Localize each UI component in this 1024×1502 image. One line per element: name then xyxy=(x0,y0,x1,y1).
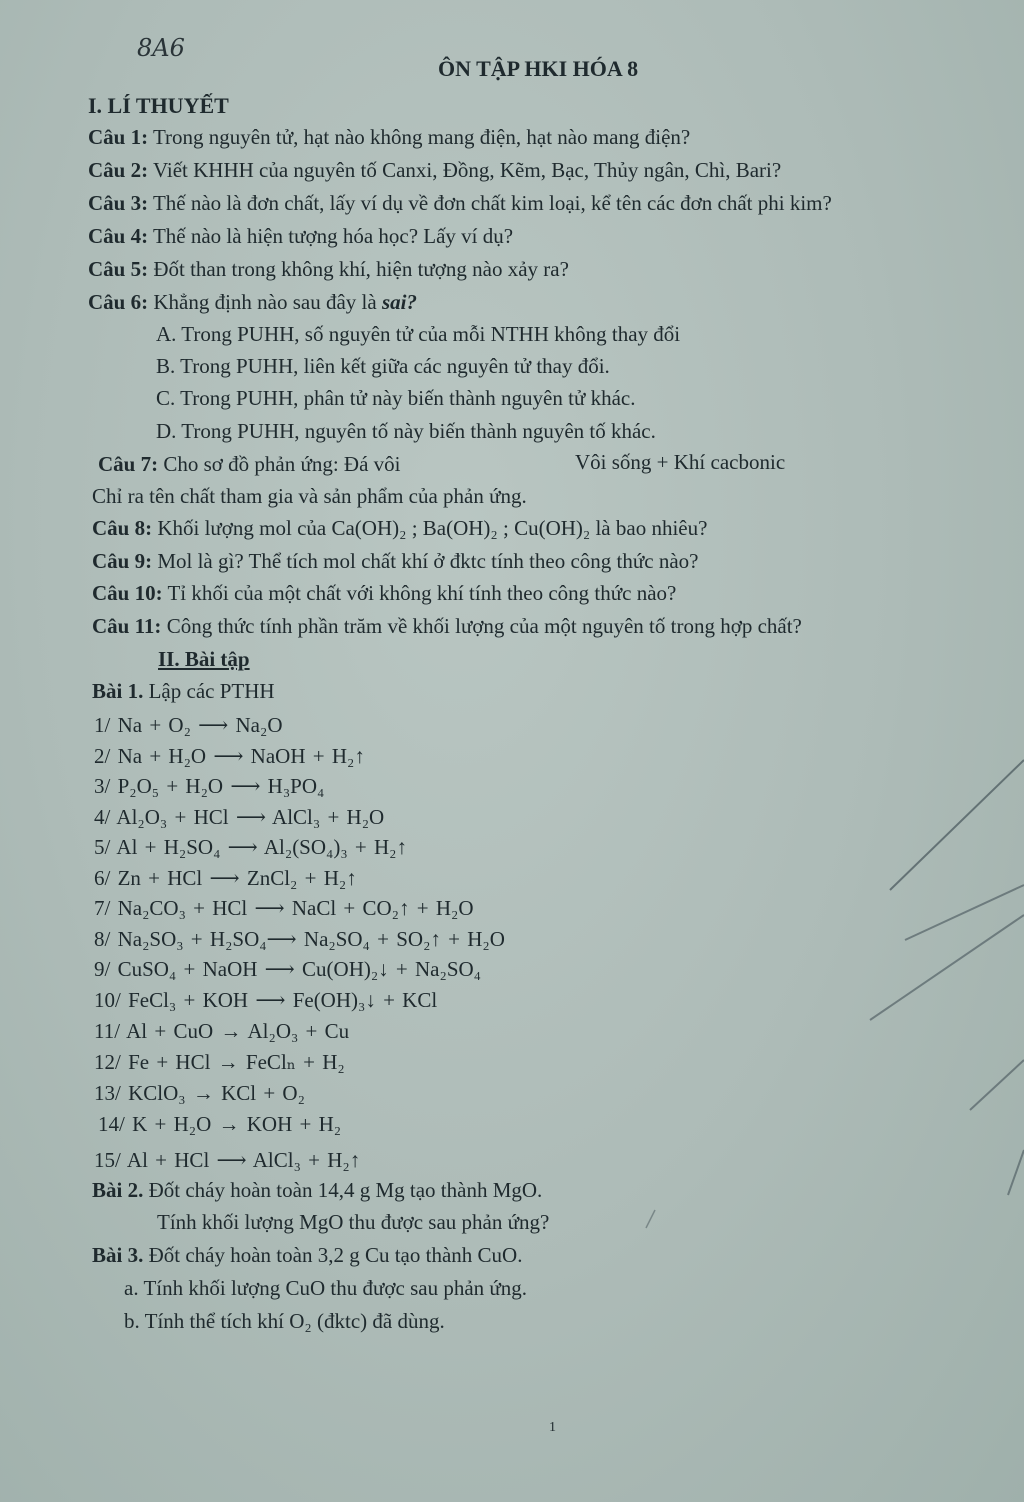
question-7: Câu 7: Cho sơ đồ phản ứng: Đá vôi xyxy=(98,452,401,476)
q6-option-d: D. Trong PUHH, nguyên tố này biến thành nguyên tố khác. xyxy=(156,419,656,443)
equation-9: 9/ CuSO₄ + NaOH ⟶ Cu(OH)₂↓ + Na₂SO₄ xyxy=(94,957,481,981)
question-1: Câu 1: Trong nguyên tử, hạt nào không mang điện, hạt nào mang điện? xyxy=(88,125,691,149)
section-theory-heading: I. LÍ THUYẾT xyxy=(88,93,229,118)
equation-6: 6/ Zn + HCl ⟶ ZnCl₂ + H₂↑ xyxy=(94,866,357,890)
equation-12: 12/ Fe + HCl → FeClₙ + H₂ xyxy=(94,1050,345,1074)
pencil-stroke xyxy=(905,885,1024,940)
pencil-stroke xyxy=(646,1210,655,1228)
exercise-2: Bài 2. Đốt cháy hoàn toàn 14,4 g Mg tạo thành MgO. xyxy=(92,1178,543,1202)
question-7-instruction: Chỉ ra tên chất tham gia và sản phẩm của phản ứng. xyxy=(92,484,527,508)
equation-11: 11/ Al + CuO → Al₂O₃ + Cu xyxy=(94,1019,350,1043)
equation-5: 5/ Al + H₂SO₄ ⟶ Al₂(SO₄)₃ + H₂↑ xyxy=(94,835,407,859)
question-8: Câu 8: Khối lượng mol của Ca(OH)₂ ; Ba(OH)₂ ; Cu(OH)₂ là bao nhiêu? xyxy=(92,516,708,540)
question-3: Câu 3: Thế nào là đơn chất, lấy ví dụ về đơn chất kim loại, kể tên các đơn chất phi kim? xyxy=(88,191,832,215)
equation-2: 2/ Na + H₂O ⟶ NaOH + H₂↑ xyxy=(94,744,365,768)
exercise-3-part-a: a. Tính khối lượng CuO thu được sau phản ứng. xyxy=(124,1276,528,1300)
equation-4: 4/ Al₂O₃ + HCl ⟶ AlCl₃ + H₂O xyxy=(94,805,385,829)
equation-14: 14/ K + H₂O → KOH + H₂ xyxy=(98,1112,342,1136)
question-4: Câu 4: Thế nào là hiện tượng hóa học? Lấy ví dụ? xyxy=(88,224,514,248)
question-5: Câu 5: Đốt than trong không khí, hiện tượng nào xảy ra? xyxy=(88,257,569,281)
q6-option-a: A. Trong PUHH, số nguyên tử của mỗi NTHH không thay đổi xyxy=(156,322,681,346)
equation-15: 15/ Al + HCl ⟶ AlCl₃ + H₂↑ xyxy=(94,1148,361,1172)
equation-8: 8/ Na₂SO₃ + H₂SO₄⟶ Na₂SO₄ + SO₂↑ + H₂O xyxy=(94,927,505,951)
page-title: ÔN TẬP HKI HÓA 8 xyxy=(438,56,639,81)
question-2: Câu 2: Viết KHHH của nguyên tố Canxi, Đồng, Kẽm, Bạc, Thủy ngân, Chì, Bari? xyxy=(88,158,782,182)
pencil-stroke xyxy=(1008,1150,1024,1195)
question-9: Câu 9: Mol là gì? Thể tích mol chất khí ở đktc tính theo công thức nào? xyxy=(92,549,699,573)
pencil-stroke xyxy=(870,915,1024,1020)
question-11: Câu 11: Công thức tính phần trăm về khối lượng của một nguyên tố trong hợp chất? xyxy=(92,614,802,638)
question-7-products: Vôi sống + Khí cacbonic xyxy=(575,450,786,474)
equation-3: 3/ P₂O₅ + H₂O ⟶ H₃PO₄ xyxy=(94,774,325,798)
equation-7: 7/ Na₂CO₃ + HCl ⟶ NaCl + CO₂↑ + H₂O xyxy=(94,896,474,920)
question-6: Câu 6: Khẳng định nào sau đây là sai? xyxy=(88,290,417,314)
section-exercises-heading: II. Bài tập xyxy=(158,647,250,671)
q6-option-c: C. Trong PUHH, phân tử này biến thành nguyên tử khác. xyxy=(156,386,636,410)
exercise-3: Bài 3. Đốt cháy hoàn toàn 3,2 g Cu tạo thành CuO. xyxy=(92,1243,523,1267)
handwritten-class-label: 8A6 xyxy=(137,34,185,62)
pencil-stroke xyxy=(890,760,1024,890)
exercise-2-question: Tính khối lượng MgO thu được sau phản ứng? xyxy=(157,1210,550,1234)
equation-13: 13/ KClO₃ → KCl + O₂ xyxy=(94,1081,305,1105)
question-10: Câu 10: Tỉ khối của một chất với không khí tính theo công thức nào? xyxy=(92,581,677,605)
pencil-stroke xyxy=(970,1060,1024,1110)
exercise-3-part-b: b. Tính thể tích khí O₂ (đktc) đã dùng. xyxy=(124,1309,445,1333)
equation-10: 10/ FeCl₃ + KOH ⟶ Fe(OH)₃↓ + KCl xyxy=(94,988,438,1012)
q6-option-b: B. Trong PUHH, liên kết giữa các nguyên tử thay đổi. xyxy=(156,354,610,378)
page-number: 1 xyxy=(549,1420,556,1435)
equation-1: 1/ Na + O₂ ⟶ Na₂O xyxy=(94,713,283,737)
exercise-1-heading: Bài 1. Lập các PTHH xyxy=(92,679,275,703)
